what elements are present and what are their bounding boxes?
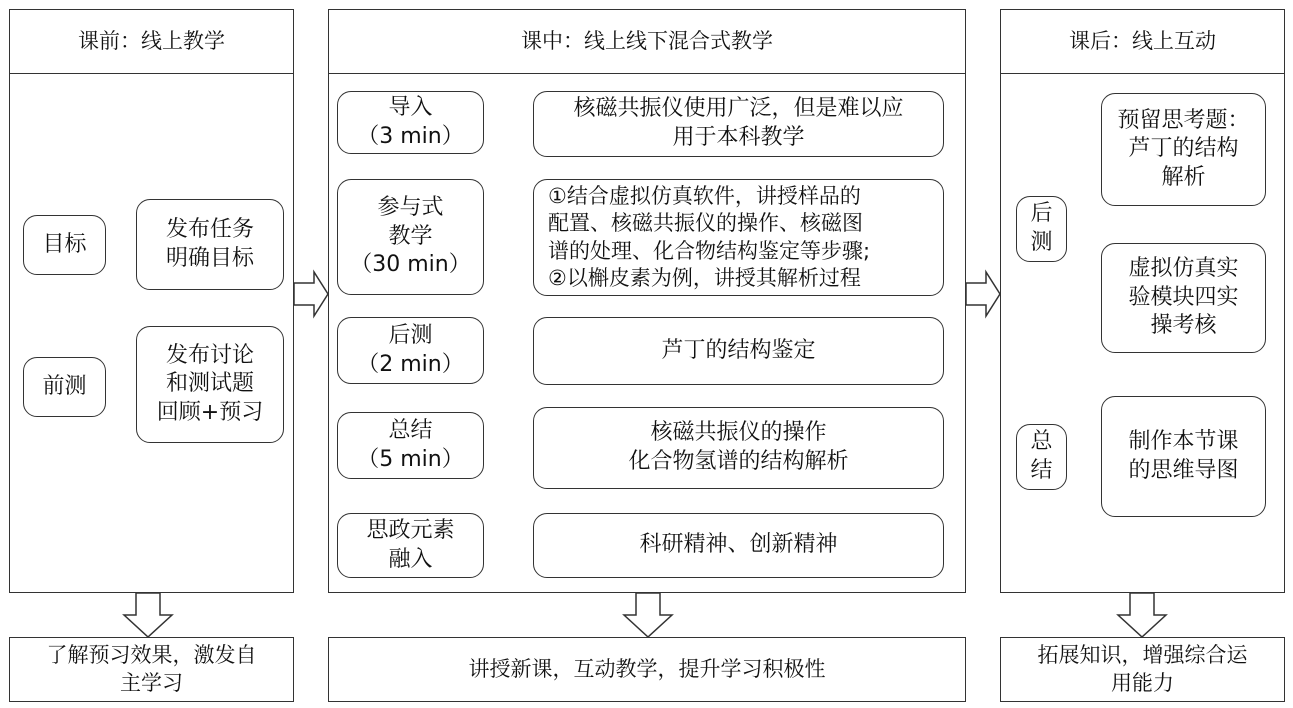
- post-question-node: 预留思考题： 芦丁的结构 解析: [1101, 93, 1266, 206]
- mid-participate-desc: ①结合虚拟仿真软件，讲授样品的 配置、核磁共振仪的操作、核磁图 谱的处理、化合物结构鉴定等步骤; ②以槲皮素为例，讲授其解析过程: [533, 179, 944, 296]
- pre-pretest-node: 前测: [23, 357, 106, 417]
- mid-posttest-desc: 芦丁的结构鉴定: [533, 317, 944, 385]
- pre-discuss-node: 发布讨论 和测试题 回顾+预习: [136, 326, 284, 443]
- pre-outcome: 了解预习效果，激发自 主学习: [9, 637, 294, 702]
- mid-participate-node: 参与式 教学 （30 min）: [337, 179, 484, 295]
- post-mindmap-node: 制作本节课 的思维导图: [1101, 396, 1266, 517]
- mid-outcome: 讲授新课，互动教学，提升学习积极性: [328, 637, 966, 702]
- mid-summary-node: 总结 （5 min）: [337, 412, 484, 479]
- mid-ideology-desc: 科研精神、创新精神: [533, 513, 944, 578]
- mid-summary-desc: 核磁共振仪的操作 化合物氢谱的结构解析: [533, 407, 944, 489]
- hollow-arrow-mid-to-post: [966, 272, 1000, 316]
- pre-task-node: 发布任务 明确目标: [136, 199, 284, 290]
- mid-intro-desc: 核磁共振仪使用广泛，但是难以应 用于本科教学: [533, 91, 944, 157]
- post-header: 课后：线上互动: [1000, 9, 1285, 74]
- post-summary-node: 总 结: [1016, 424, 1067, 490]
- mid-posttest-node: 后测 （2 min）: [337, 317, 484, 384]
- post-posttest-node: 后 测: [1016, 196, 1067, 262]
- post-outcome: 拓展知识，增强综合运 用能力: [1000, 637, 1285, 702]
- hollow-arrow-mid-down: [624, 593, 672, 637]
- mid-header: 课中：线上线下混合式教学: [328, 9, 966, 74]
- hollow-arrow-pre-to-mid: [294, 272, 328, 316]
- hollow-arrow-pre-down: [124, 593, 172, 637]
- hollow-arrow-post-down: [1118, 593, 1166, 637]
- mid-ideology-node: 思政元素 融入: [337, 513, 484, 578]
- mid-intro-node: 导入 （3 min）: [337, 91, 484, 154]
- pre-header: 课前：线上教学: [9, 9, 294, 74]
- post-exam-node: 虚拟仿真实 验模块四实 操考核: [1101, 243, 1266, 353]
- pre-goal-node: 目标: [23, 215, 106, 275]
